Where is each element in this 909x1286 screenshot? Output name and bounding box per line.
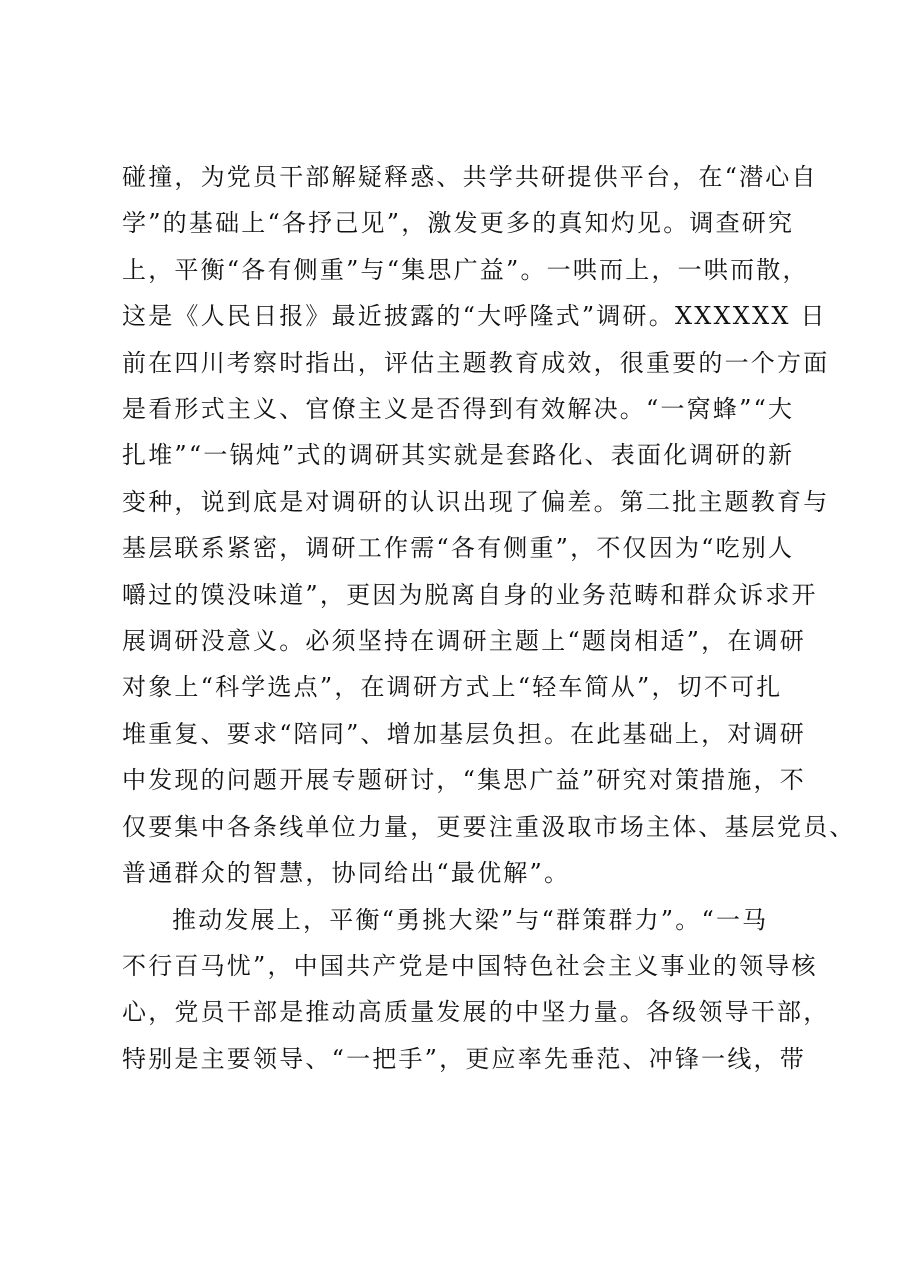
text-line: 是看形式主义、官僚主义是否得到有效解决。“一窝蜂”“大 [122, 395, 795, 424]
text-line: 基层联系紧密，调研工作需“各有侧重”，不仅因为“吃别人 [122, 534, 795, 563]
text-line: 普通群众的智慧，协同给出“最优解”。 [122, 859, 571, 888]
paragraph-1 [122, 154, 856, 897]
text-line: 对象上“科学选点”，在调研方式上“轻车简从”，切不可扎 [122, 673, 783, 702]
text-line-indented: 推动发展上，平衡“勇挑大梁”与“群策群力”。“一马 [172, 905, 769, 934]
paragraph-2 [122, 897, 830, 1083]
text-line: 这是《人民日报》最近披露的“大呼隆式”调研。XXXXXX 日 [122, 302, 827, 331]
text-line: 上，平衡“各有侧重”与“集思广益”。一哄而上，一哄而散， [122, 255, 809, 284]
text-line: 学”的基础上“各抒己见”，激发更多的真知灼见。调查研究 [122, 209, 795, 238]
text-line: 心，党员干部是推动高质量发展的中坚力量。各级领导干部， [122, 998, 830, 1027]
text-line: 中发现的问题开展专题研讨，“集思广益”研究对策措施，不 [122, 766, 806, 795]
document-body [122, 154, 856, 1082]
text-line: 不行百马忧”，中国共产党是中国特色社会主义事业的领导核 [122, 951, 818, 980]
text-line: 仅要集中各条线单位力量，更要注重汲取市场主体、基层党员、 [122, 812, 856, 841]
text-line: 展调研没意义。必须坚持在调研主题上“题岗相适”，在调研 [122, 627, 806, 656]
text-line: 碰撞，为党员干部解疑释惑、共学共研提供平台，在“潜心自 [122, 163, 818, 191]
text-line: 前在四川考察时指出，评估主题教育成效，很重要的一个方面 [122, 348, 830, 377]
text-line: 变种，说到底是对调研的认识出现了偏差。第二批主题教育与 [122, 487, 830, 516]
text-line: 嚼过的馍没味道”，更因为脱离自身的业务范畴和群众诉求开 [122, 580, 818, 609]
text-line: 扎堆”“一锅炖”式的调研其实就是套路化、表面化调研的新 [122, 441, 795, 470]
text-line: 堆重复、要求“陪同”、增加基层负担。在此基础上，对调研 [122, 719, 806, 748]
text-line: 特别是主要领导、“一把手”，更应率先垂范、冲锋一线，带 [122, 1044, 806, 1073]
